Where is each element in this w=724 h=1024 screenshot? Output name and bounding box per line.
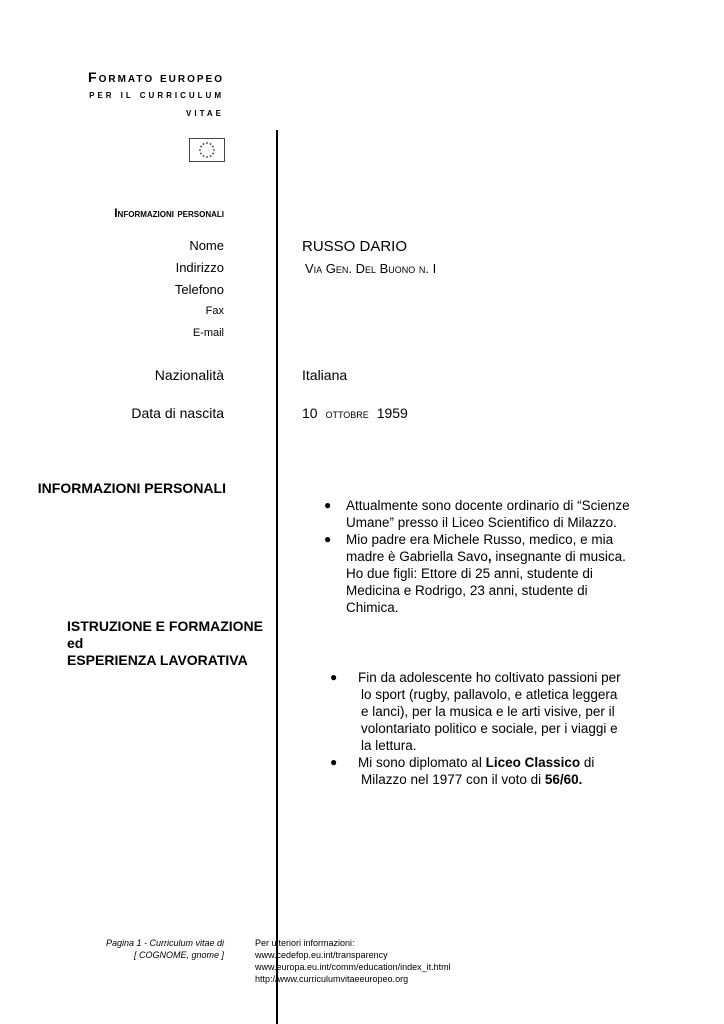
column-divider bbox=[276, 130, 278, 1024]
footer-link-cv[interactable]: http://www.curriculumvitaeeuropeo.org bbox=[255, 974, 409, 984]
footer-info-title: Per ulteriori informazioni: bbox=[255, 938, 355, 948]
eu-flag-icon bbox=[189, 138, 225, 162]
footer-link-europa[interactable]: www.europa.eu.int/comm/education/index_it.html bbox=[255, 962, 451, 972]
footer-page-line-1: Pagina 1 - Curriculum vitae di bbox=[105, 938, 224, 948]
footer-links bbox=[255, 937, 451, 985]
label-fax: Fax bbox=[205, 305, 224, 317]
section-title-info: INFORMAZIONI PERSONALI bbox=[37, 480, 226, 496]
list-item: ● Mi sono diplomato al Liceo Classico di Milazzo nel 1977 con il voto di 56/60. bbox=[330, 755, 595, 787]
label-telefono: Telefono bbox=[174, 282, 224, 297]
header-line-1: Formato europeo bbox=[88, 69, 224, 85]
label-nome: Nome bbox=[189, 238, 224, 253]
education-title-line-3: ESPERIENZA LAVORATIVA bbox=[67, 652, 248, 668]
list-item: ● Mio padre era Michele Russo, medico, e mia madre è Gabriella Savo, insegnante di musica. Ho due figli: Ettore di 25 anni, studente di Medicina e Rodrigo, 23 anni, studente di Chimica. bbox=[324, 532, 626, 615]
label-nazionalita: Nazionalità bbox=[154, 367, 224, 383]
final-grade: 56/60. bbox=[544, 772, 583, 787]
value-nome: RUSSO DARIO bbox=[302, 238, 408, 255]
education-bullet-list bbox=[330, 669, 628, 788]
header-line-3: vitae bbox=[186, 107, 224, 119]
birth-month: ottobre bbox=[325, 406, 369, 421]
value-indirizzo: Via Gen. Del Buono n. I bbox=[305, 261, 437, 276]
section-title-education bbox=[67, 618, 263, 669]
cv-header-title bbox=[88, 68, 224, 122]
label-data-nascita: Data di nascita bbox=[131, 405, 224, 421]
header-line-2: per il curriculum bbox=[89, 89, 224, 101]
list-item: ● Attualmente sono docente ordinario di “Scienze Umane” presso il Liceo Scientifico di Milazzo. bbox=[324, 498, 630, 530]
birth-year: 1959 bbox=[376, 405, 408, 421]
label-email: E-mail bbox=[192, 327, 224, 339]
label-indirizzo: Indirizzo bbox=[175, 260, 224, 275]
footer-page-info bbox=[106, 937, 224, 961]
value-nazionalita: Italiana bbox=[302, 367, 348, 383]
footer-link-cedefop[interactable]: www.cedefop.eu.int/transparency bbox=[255, 950, 388, 960]
education-title-line-1: ISTRUZIONE E FORMAZIONE bbox=[67, 618, 263, 634]
info-bullet-list bbox=[324, 497, 636, 616]
birth-day: 10 bbox=[302, 405, 318, 421]
education-title-line-2: ed bbox=[67, 635, 84, 651]
value-data-nascita bbox=[302, 405, 408, 421]
footer-page-line-2: [ COGNOME, gnome ] bbox=[133, 950, 224, 960]
section-title-personal: Informazioni personali bbox=[114, 206, 224, 220]
list-item: ● Fin da adolescente ho coltivato passioni per lo sport (rugby, pallavolo, e atletica leggera e lanci), per la musica e le arti visive, per il volontariato politico e sociale, per i viaggi e la lettura. bbox=[330, 670, 621, 753]
school-name: Liceo Classico bbox=[485, 755, 581, 770]
